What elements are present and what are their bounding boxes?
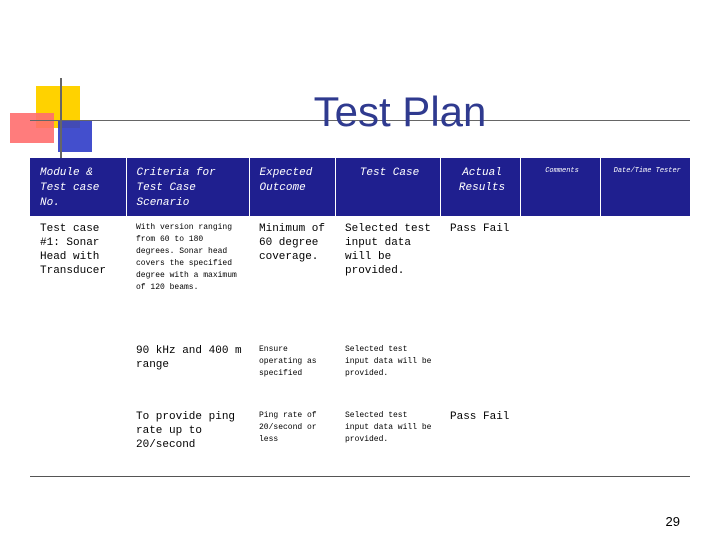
cell-module: Test case #1: Sonar Head with Transducer <box>40 223 107 277</box>
header-module: Module & Test case No. <box>30 158 126 216</box>
cell-test-case: Selected test input data will be provided. <box>345 345 432 378</box>
cell-criteria: 90 kHz and 400 m range <box>136 345 242 371</box>
cell-comments <box>520 216 600 338</box>
cell-date-tester <box>600 216 690 338</box>
table-row <box>30 216 690 338</box>
cell-date-tester <box>600 404 690 476</box>
header-actual-results: Actual Results <box>440 158 520 216</box>
cell-comments <box>520 338 600 404</box>
cell-test-case: Selected test input data will be provided. <box>335 404 440 476</box>
table-row <box>30 404 690 476</box>
page-number: 29 <box>665 514 680 529</box>
cell-expected-outcome: Ensure operating as specified <box>259 345 317 378</box>
header-expected-outcome: Expected Outcome <box>249 158 335 216</box>
cell-actual-results: Pass Fail <box>440 404 520 476</box>
decorative-vertical-line <box>60 78 62 158</box>
cell-criteria: To provide ping rate up to 20/second <box>126 404 249 476</box>
test-plan-table <box>30 158 690 477</box>
header-comments: Comments <box>520 158 600 216</box>
header-criteria: Criteria for Test Case Scenario <box>126 158 249 216</box>
cell-actual-results <box>440 338 520 404</box>
cell-expected-outcome: Ping rate of 20/second or less <box>249 404 335 476</box>
slide-title: Test Plan <box>313 88 487 135</box>
logo-blue-square <box>58 120 92 152</box>
logo-red-square <box>10 113 54 143</box>
table-header-row <box>30 158 690 216</box>
cell-expected-outcome: Minimum of 60 degree coverage. <box>259 223 326 263</box>
cell-criteria: With version ranging from 60 to 180 degrees. Sonar head covers the specified degree with a maximum of 120 beams. <box>136 223 237 292</box>
header-test-case: Test Case <box>335 158 440 216</box>
header-date-tester: Date/Time Tester <box>613 167 681 175</box>
cell-actual-results: Pass Fail <box>450 223 510 235</box>
cell-test-case: Selected test input data will be provided. <box>345 223 431 277</box>
cell-comments <box>520 404 600 476</box>
cell-module <box>30 404 126 476</box>
table-row <box>30 338 690 404</box>
cell-date-tester <box>600 338 690 404</box>
cell-module <box>30 338 126 404</box>
